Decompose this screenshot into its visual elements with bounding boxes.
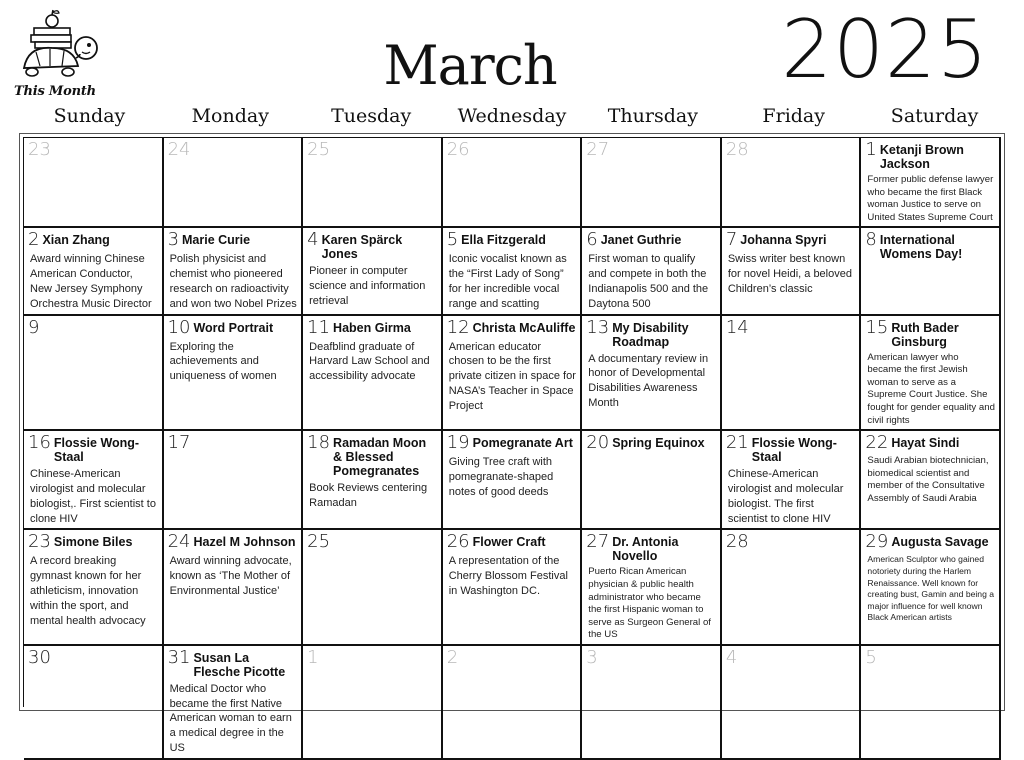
day-number: 1 — [307, 646, 319, 668]
day-cell — [722, 646, 862, 760]
day-number: 24 — [167, 531, 191, 553]
day-cell — [164, 431, 304, 530]
day-cell — [164, 228, 304, 315]
event-description: First woman to qualify and compete in both the Indianapolis 500 and the Daytona 500 — [588, 253, 709, 310]
year-title: 2025 — [781, 3, 989, 96]
day-number: 22 — [865, 432, 889, 454]
event-description: Deafblind graduate of Harvard Law School and accessibility advocate — [309, 340, 430, 383]
day-cell — [861, 316, 1001, 432]
event-title: Ketanji Brown Jackson — [879, 143, 964, 171]
day-number: 7 — [725, 229, 738, 251]
day-cell — [861, 646, 1001, 760]
day-number: 28 — [725, 531, 749, 553]
day-cell — [24, 316, 164, 432]
event-title: Flossie Wong-Staal — [751, 436, 837, 465]
day-number: 25 — [307, 531, 331, 553]
event-description: American lawyer who became the first Jewish woman to serve as a Supreme Court Justice. She fought for gender equality and civil rights — [867, 351, 995, 426]
day-number: 10 — [167, 316, 191, 338]
day-number: 26 — [446, 531, 470, 553]
day-cell-header — [28, 533, 158, 551]
day-cell — [582, 228, 722, 315]
day-cell-header — [586, 533, 716, 563]
day-cell-header — [307, 231, 437, 261]
day-cell — [722, 138, 862, 228]
event-title: Simone Biles — [53, 535, 133, 550]
day-number: 6 — [586, 229, 598, 251]
day-number: 19 — [446, 432, 470, 454]
day-cell — [24, 431, 164, 530]
day-number: 18 — [307, 432, 331, 454]
day-cell-header — [28, 434, 158, 464]
calendar-cells — [23, 137, 1001, 755]
day-cell-header — [168, 141, 298, 159]
day-cell-header — [28, 316, 158, 338]
day-number: 20 — [586, 432, 610, 454]
day-cell — [443, 228, 583, 315]
day-cell — [24, 646, 164, 760]
day-number: 3 — [167, 229, 180, 251]
day-cell — [722, 431, 862, 530]
day-cell-header — [307, 141, 437, 159]
day-cell-header — [865, 533, 995, 551]
day-cell — [443, 138, 583, 228]
event-title: Spring Equinox — [612, 436, 705, 451]
day-cell — [303, 431, 443, 530]
day-cell-header — [865, 646, 995, 668]
day-number: 3 — [586, 646, 598, 668]
weekday-wednesday: Wednesday — [457, 105, 567, 127]
day-cell-header — [168, 231, 298, 249]
event-title: Karen Spärck Jones — [321, 233, 403, 262]
day-cell — [303, 646, 443, 760]
event-title: Ramadan Moon & Blessed Pomegranates — [333, 436, 427, 479]
day-number: 29 — [865, 531, 889, 553]
day-cell-header — [307, 646, 437, 668]
day-cell-header — [726, 231, 856, 249]
day-cell-header — [307, 434, 437, 478]
event-description: Medical Doctor who became the first Native American woman to earn a medical degree in the US — [169, 682, 292, 755]
day-number: 25 — [307, 139, 331, 160]
day-cell — [582, 138, 722, 228]
day-number: 16 — [28, 432, 51, 454]
day-cell — [861, 138, 1001, 228]
day-cell-header — [307, 316, 437, 338]
day-cell — [582, 431, 722, 530]
day-number: 31 — [167, 646, 191, 668]
event-description: Swiss writer best known for novel Heidi, a beloved Children’s classic — [727, 253, 852, 295]
day-cell — [164, 646, 304, 760]
weekday-friday: Friday — [762, 105, 825, 127]
event-description: A representation of the Cherry Blossom Festival in Washington DC. — [448, 555, 568, 597]
weekday-thursday: Thursday — [607, 105, 698, 127]
day-cell — [582, 316, 722, 432]
event-description: Award winning advocate, known as ‘The Mother of Environmental Justice’ — [169, 555, 292, 597]
event-title: Word Portrait — [193, 320, 274, 335]
day-number: 11 — [307, 316, 331, 338]
day-number: 23 — [28, 531, 51, 553]
day-number: 2 — [28, 229, 40, 251]
day-cell — [861, 431, 1001, 530]
event-description: Chinese-American virologist and molecular biologist. The first scientist to clone HIV — [727, 468, 844, 525]
day-cell-header — [725, 316, 856, 338]
event-title: Hazel M Johnson — [193, 535, 296, 550]
weekday-saturday: Saturday — [890, 105, 979, 127]
event-title: Ruth Bader Ginsburg — [891, 320, 959, 349]
day-number: 27 — [586, 139, 610, 160]
day-cell — [164, 138, 304, 228]
event-description: Saudi Arabian biotechnician, biomedical scientist and member of the Consultative Assembly of Saudi Arabia — [867, 455, 989, 504]
event-title: Augusta Savage — [891, 535, 989, 550]
event-title: Flower Craft — [472, 535, 546, 550]
day-number: 23 — [28, 139, 51, 160]
day-number: 5 — [865, 646, 877, 668]
day-cell-header — [586, 646, 716, 668]
day-number: 30 — [28, 646, 51, 668]
day-cell-header — [865, 316, 995, 349]
day-cell-header — [28, 141, 158, 159]
day-cell-header — [725, 646, 856, 668]
day-number: 21 — [725, 432, 749, 454]
day-cell-header — [28, 231, 158, 249]
weekday-tuesday: Tuesday — [331, 105, 412, 127]
event-title: Hayat Sindi — [891, 436, 960, 451]
event-description: American Sculptor who gained notoriety during the Harlem Renaissance. Well known for creating bust, Gamin and being a major influence for well known Black American artists — [867, 554, 995, 623]
day-cell — [443, 646, 583, 760]
event-title: Flossie Wong-Staal — [53, 436, 140, 465]
event-description: Award winning Chinese American Conductor, New Jersey Symphony Orchestra Music Director — [30, 253, 152, 310]
event-title: My Disability Roadmap — [612, 320, 689, 349]
event-title: Susan La Flesche Picotte — [193, 650, 286, 679]
day-cell — [722, 530, 862, 646]
day-cell-header — [28, 646, 158, 668]
day-cell-header — [447, 533, 577, 551]
event-description: American educator chosen to be the first private citizen in space for NASA’s Teacher in Space Project — [448, 340, 576, 412]
day-cell-header — [446, 646, 577, 668]
event-description: A record breaking gymnast known for her athleticism, innovation within the sport, and mental health advocacy — [30, 555, 146, 627]
day-cell — [582, 530, 722, 646]
event-title: Pomegranate Art — [472, 436, 573, 451]
day-cell-header — [865, 434, 995, 452]
day-cell-header — [447, 434, 577, 452]
day-number: 5 — [446, 229, 459, 251]
day-cell-header — [726, 434, 856, 464]
event-title: Xian Zhang — [42, 233, 110, 248]
event-description: Giving Tree craft with pomegranate-shaped notes of good deeds — [448, 456, 554, 498]
day-cell — [24, 530, 164, 646]
day-cell-header — [167, 316, 298, 338]
weekday-header-row — [19, 102, 1005, 130]
day-cell — [164, 316, 304, 432]
day-cell-header — [447, 141, 577, 159]
day-cell — [861, 228, 1001, 315]
day-number: 15 — [865, 316, 889, 338]
weekday-sunday: Sunday — [53, 105, 126, 127]
event-description: Polish physicist and chemist who pioneered research on radioactivity and won two Nobel Prizes — [169, 253, 297, 310]
event-title: Dr. Antonia Novello — [612, 535, 679, 564]
day-number: 17 — [167, 432, 191, 454]
event-description: Iconic vocalist known as the “First Lady of Song” for her incredible vocal range and scatting — [448, 253, 567, 310]
month-title: March — [383, 34, 557, 97]
day-cell — [24, 228, 164, 315]
day-cell-header — [726, 533, 856, 551]
day-cell-header — [446, 316, 577, 338]
day-number: 1 — [865, 139, 877, 160]
day-number: 24 — [167, 139, 191, 160]
event-description: Former public defense lawyer who became the first Black woman Justice to serve on United States Supreme Court — [867, 174, 994, 223]
day-number: 4 — [307, 229, 319, 251]
event-title: Marie Curie — [182, 233, 251, 248]
day-cell — [303, 138, 443, 228]
day-cell — [582, 646, 722, 760]
day-cell — [303, 316, 443, 432]
calendar-grid — [19, 133, 1005, 755]
day-cell-header — [726, 141, 856, 159]
day-number: 14 — [725, 316, 749, 338]
day-number: 8 — [865, 229, 877, 251]
logo-label: This Month — [14, 84, 96, 99]
event-description: Book Reviews centering Ramadan — [309, 482, 428, 509]
day-cell — [722, 228, 862, 315]
day-number: 13 — [586, 316, 610, 338]
day-cell — [443, 530, 583, 646]
event-description: A documentary review in honor of Developmental Disabilities Awareness Month — [588, 352, 709, 409]
event-title: International Womens Day! — [879, 233, 963, 262]
day-number: 28 — [725, 139, 749, 160]
day-number: 2 — [446, 646, 459, 668]
event-description: Chinese-American virologist and molecular biologist,. First scientist to clone HIV — [30, 468, 156, 525]
event-title: Haben Girma — [333, 320, 411, 335]
day-cell — [164, 530, 304, 646]
day-cell-header — [586, 316, 716, 349]
day-cell — [861, 530, 1001, 646]
day-cell-header — [307, 533, 437, 551]
day-cell-header — [447, 231, 577, 249]
event-description: Puerto Rican American physician & public health administrator who became the first Hispanic woman to serve as Surgeon General of the US — [588, 566, 711, 641]
day-cell-header — [168, 434, 298, 452]
day-cell — [443, 316, 583, 432]
day-cell-header — [865, 231, 995, 261]
turtle-books-apple-icon — [18, 8, 104, 84]
day-number: 9 — [28, 316, 40, 338]
event-description: Pioneer in computer science and information retrieval — [309, 265, 426, 307]
day-number: 12 — [446, 316, 470, 338]
event-title: Ella Fitzgerald — [461, 233, 546, 248]
day-cell — [722, 316, 862, 432]
event-title: Christa McAuliffe — [472, 320, 576, 335]
event-title: Janet Guthrie — [600, 233, 682, 248]
day-cell-header — [865, 141, 995, 171]
day-cell-header — [586, 231, 716, 249]
day-cell-header — [167, 646, 298, 679]
day-cell — [443, 431, 583, 530]
day-cell — [303, 530, 443, 646]
event-description: Exploring the achievements and uniqueness of women — [169, 340, 277, 383]
event-title: Johanna Spyri — [740, 233, 827, 248]
turtle-logo — [14, 8, 104, 100]
day-cell — [24, 138, 164, 228]
day-number: 4 — [725, 646, 738, 668]
weekday-monday: Monday — [191, 105, 269, 127]
day-cell — [303, 228, 443, 315]
day-cell-header — [586, 434, 716, 452]
day-cell-header — [586, 141, 716, 159]
day-number: 26 — [446, 139, 470, 160]
day-number: 27 — [586, 531, 610, 553]
day-cell-header — [168, 533, 298, 551]
